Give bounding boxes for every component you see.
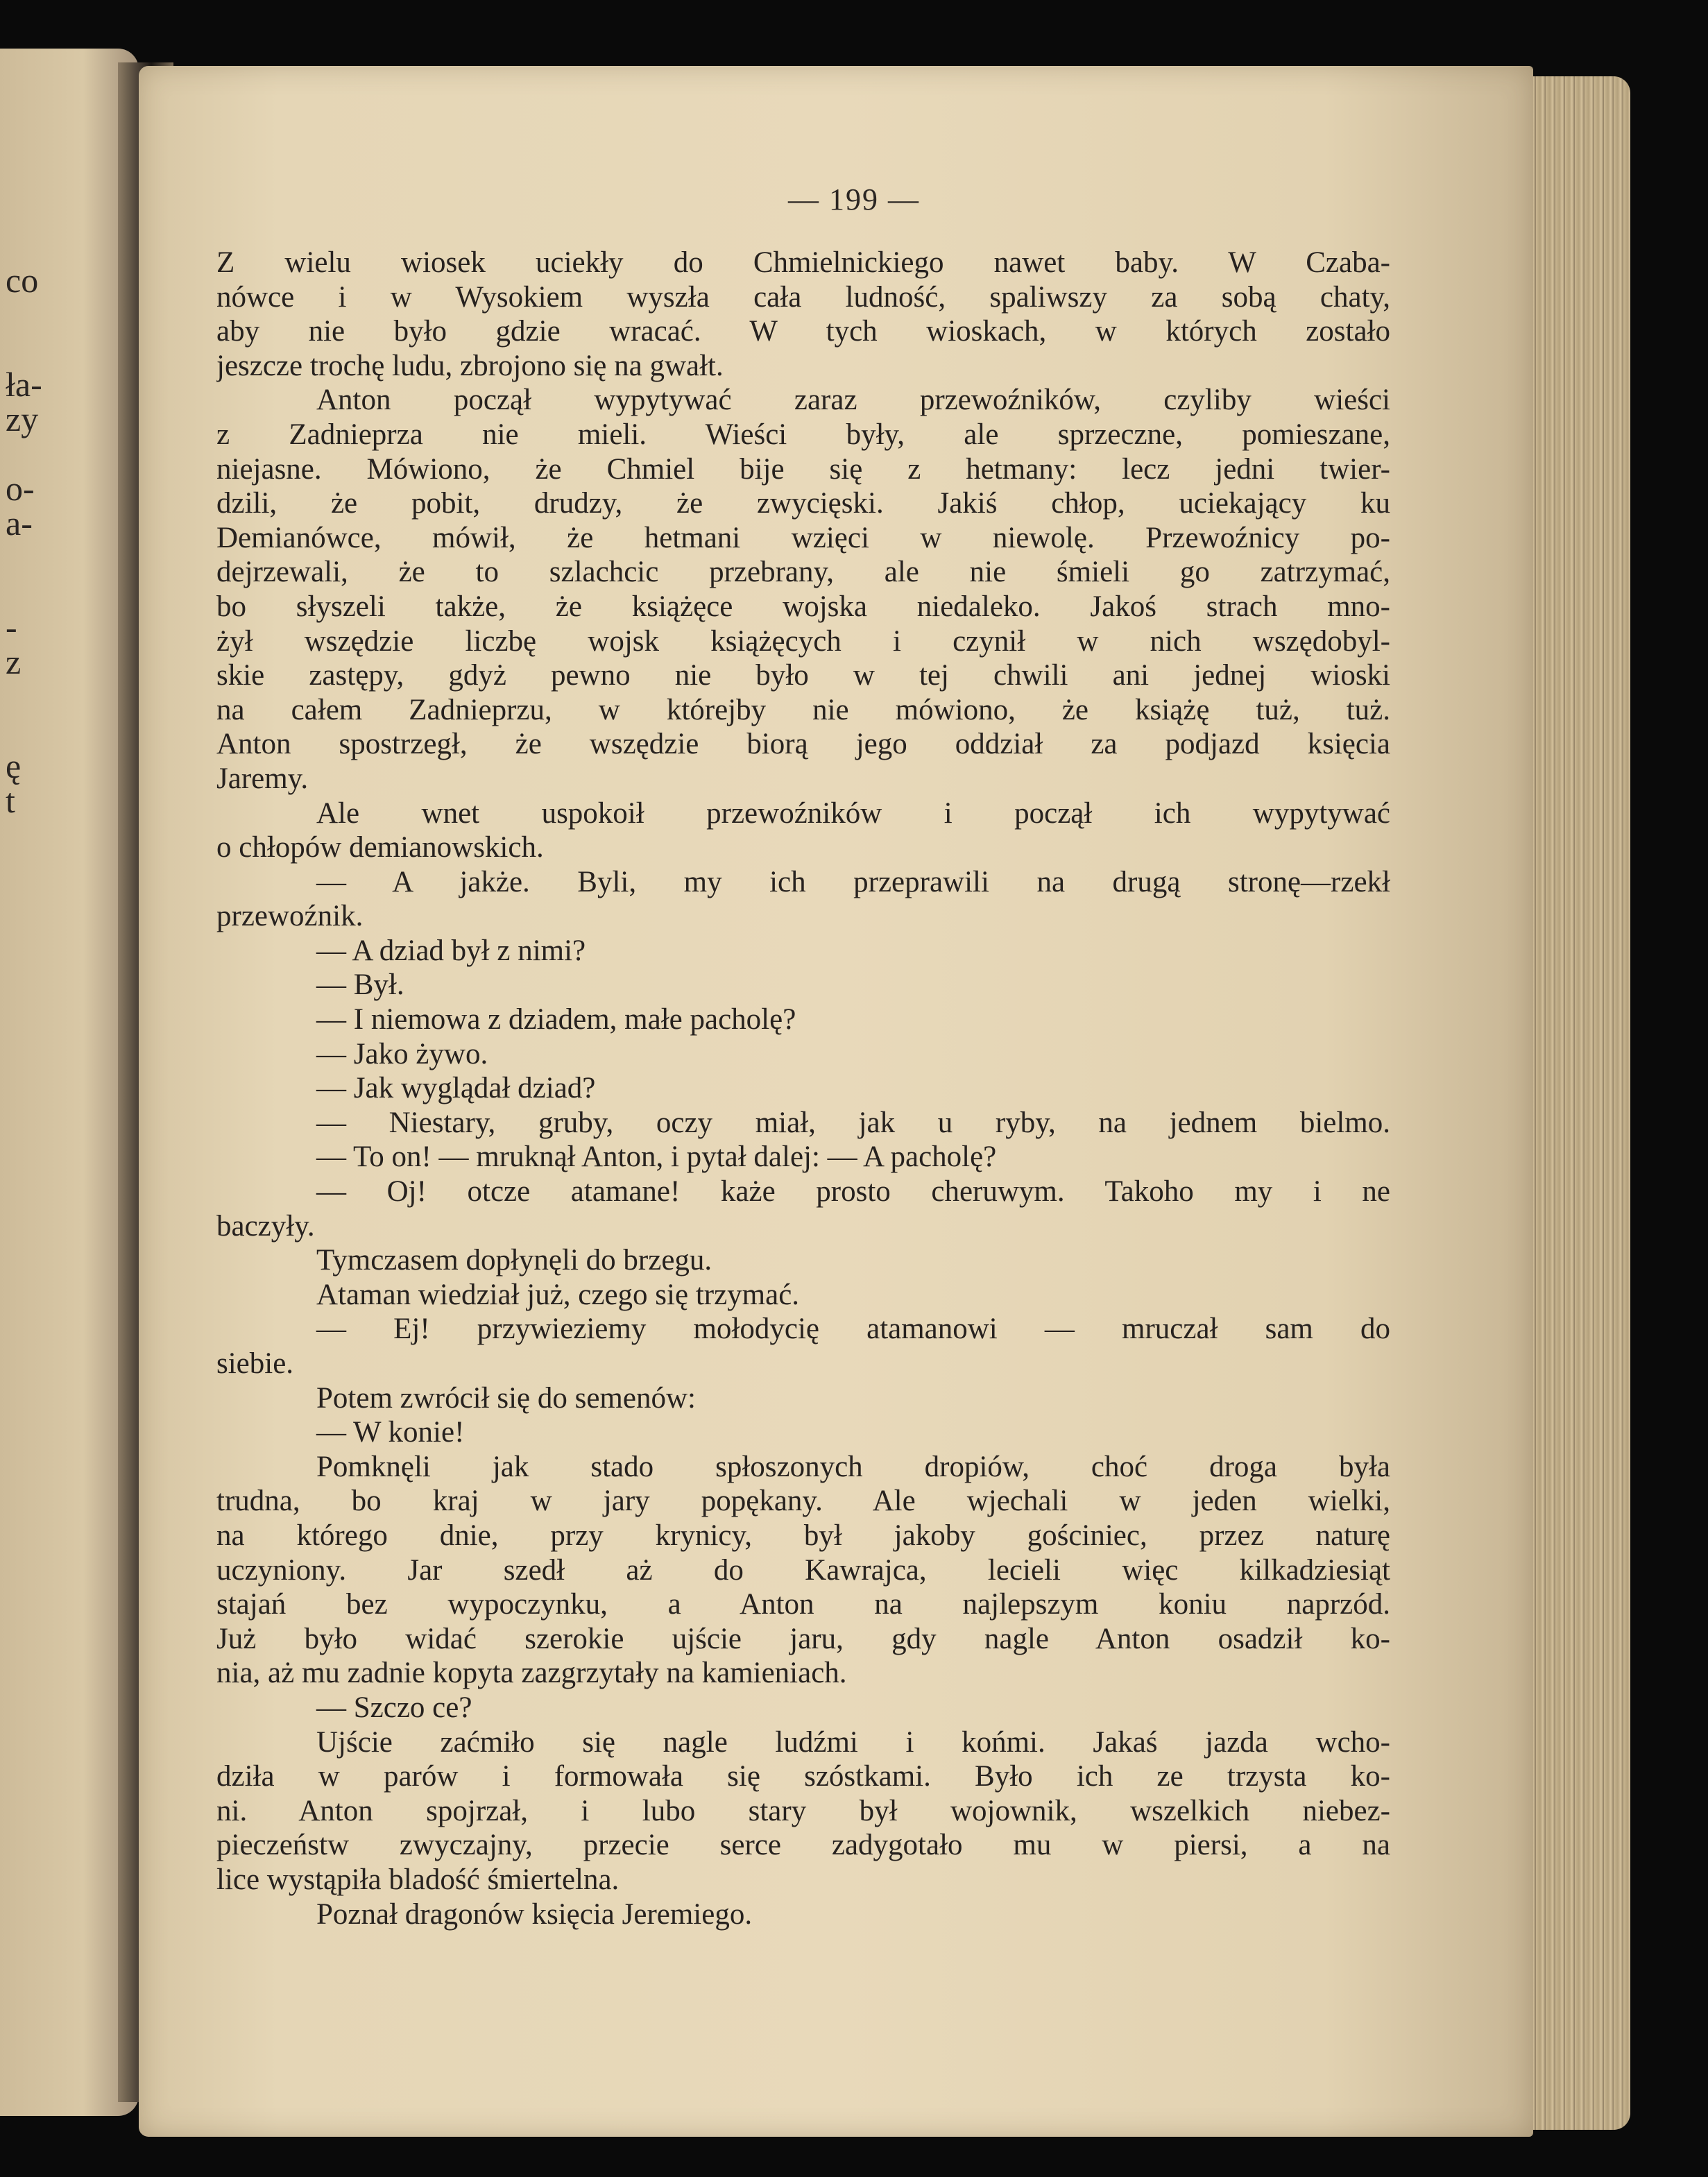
text-line: Ujście zaćmiło się nagle ludźmi i końmi. Jakaś jazda wcho- [316,1725,1390,1759]
text-line: Anton począł wypytywać zaraz przewoźników, czyliby wieści [316,384,1390,417]
left-page-fragment: ła- [6,365,42,404]
text-line: nia, aż mu zadnie kopyta zazgrzytały na kamieniach. [216,1657,847,1690]
text-line: Ataman wiedział już, czego się trzymać. [316,1278,800,1311]
text-line: — I niemowa z dziadem, małe pacholę? [316,1003,796,1036]
text-line: Tymczasem dopłynęli do brzegu. [316,1244,712,1277]
text-line: skie zastępy, gdyż pewno nie było w tej chwili ani jednej wioski [216,659,1390,692]
text-line: jeszcze trochę ludu, zbrojono się na gwałt. [216,349,724,382]
text-line: uczyniony. Jar szedł aż do Kawrajca, lecieli więc kilkadziesiąt [216,1553,1390,1587]
left-page-fragment: co [6,261,39,300]
text-line: Już było widać szerokie ujście jaru, gdy nagle Anton osadził ko- [216,1622,1390,1655]
text-line: — Niestary, gruby, oczy miał, jak u ryby, na jednem bielmo. [316,1106,1390,1139]
text-line: o chłopów demianowskich. [216,831,544,864]
text-line: Poznał dragonów księcia Jeremiego. [316,1897,753,1931]
text-line: — Był. [316,968,404,1002]
text-line: Demianówce, mówił, że hetmani wzięci w niewolę. Przewoźnicy po- [216,521,1390,554]
text-line: aby nie było gdzie wracać. W tych wioskach, w których zostało [216,315,1390,348]
text-line: dejrzewali, że to szlachcic przebrany, ale nie śmieli go zatrzymać, [216,556,1390,589]
text-line: — W konie! [316,1416,465,1449]
text-line: niejasne. Mówiono, że Chmiel bije się z hetmany: lecz jedni twier- [216,452,1390,486]
text-line: dziła w parów i formowała się szóstkami. Było ich ze trzysta ko- [216,1760,1390,1793]
page-number: — 199 — [788,182,920,216]
text-line: Potem zwrócił się do semenów: [316,1381,696,1415]
text-line: żył wszędzie liczbę wojsk książęcych i czynił w nich wszędobyl- [216,624,1390,658]
text-line: — Jako żywo. [316,1037,488,1070]
text-line: siebie. [216,1347,294,1380]
text-line: — To on! — mruknął Anton, i pytał dalej: — A pacholę? [316,1141,997,1174]
text-line: nówce i w Wysokiem wyszła cała ludność, spaliwszy za sobą chaty, [216,280,1390,314]
text-line: — A jakże. Byli, my ich przeprawili na drugą stronę—rzekł [316,865,1390,898]
text-line: — Ej! przywieziemy mołodycię atamanowi — mruczał sam do [316,1313,1390,1346]
left-page-fragment: a- [6,504,33,543]
text-line: przewoźnik. [216,900,364,933]
text-line: — Oj! otcze atamane! każe prosto cheruwym. Takoho my i ne [316,1175,1390,1209]
text-line: — A dziad był z nimi? [316,934,586,967]
text-line: trudna, bo kraj w jary popękany. Ale wjechali w jeden wielki, [216,1485,1390,1518]
text-line: z Zadnieprza nie mieli. Wieści były, ale sprzeczne, pomieszane, [216,418,1390,451]
text-line: Ale wnet uspokoił przewoźników i począł ich wypytywać [316,796,1390,830]
text-line: — Szczo ce? [316,1691,472,1724]
text-line: stajań bez wypoczynku, a Anton na najlepszym koniu naprzód. [216,1588,1390,1621]
text-line: Anton spostrzegł, że wszędzie biorą jego oddział za podjazd księcia [216,728,1390,761]
text-line: lice wystąpiła bladość śmiertelna. [216,1863,620,1896]
page-edges [1526,76,1630,2130]
left-page-fragment: z [6,642,22,681]
text-line: baczyły. [216,1209,315,1243]
text-line: Jaremy. [216,762,309,795]
text-line: ni. Anton spojrzał, i lubo stary był wojownik, wszelkich niebez- [216,1794,1390,1827]
text-line: Z wielu wiosek uciekły do Chmielnickiego nawet baby. W Czaba- [216,246,1390,279]
text-line: Pomknęli jak stado spłoszonych dropiów, choć droga była [316,1450,1390,1483]
page-text [216,246,1390,1931]
left-page-fragment: - [6,608,17,647]
left-page-fragment: ę [6,746,22,785]
text-line: pieczeństw zwyczajny, przecie serce zadygotało mu w piersi, a na [216,1829,1390,1862]
left-page-fragment: t [6,781,15,820]
text-line: bo słyszeli także, że książęce wojska niedaleko. Jakoś strach mno- [216,590,1390,623]
left-page-fragment: o- [6,469,35,508]
left-page-fragment: zy [6,400,39,438]
text-line: dzili, że pobit, drudzy, że zwycięski. Jakiś chłop, uciekający ku [216,487,1390,520]
text-line: — Jak wyglądał dziad? [316,1072,596,1105]
text-line: na całem Zadnieprzu, w którejby nie mówiono, że książę tuż, tuż. [216,693,1390,726]
text-line: na którego dnie, przy krynicy, był jakoby gościniec, przez naturę [216,1519,1390,1552]
